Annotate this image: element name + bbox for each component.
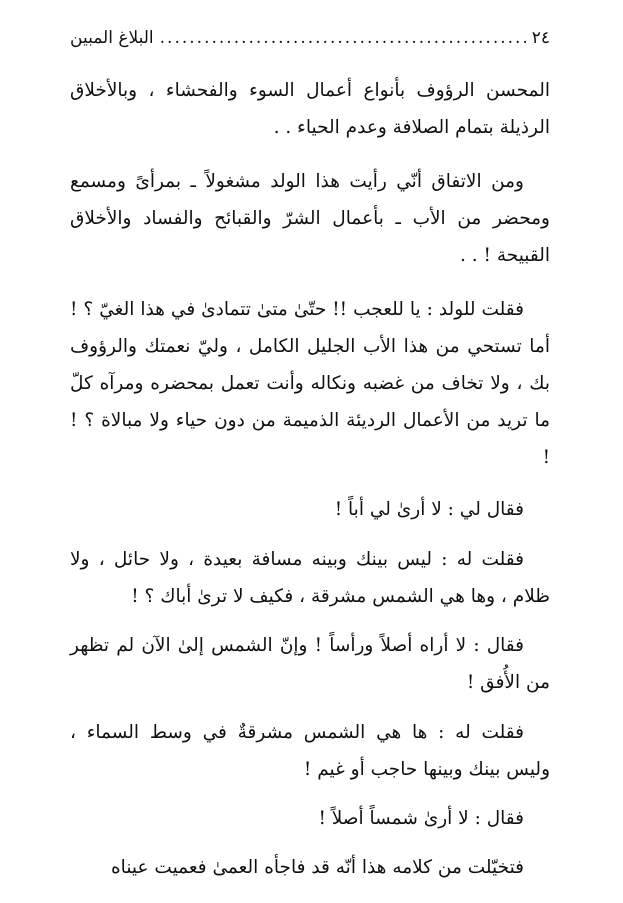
page-number: ٢٤ <box>531 28 550 48</box>
paragraph: فقال : لا أراه أصلاً ورأساً ! وإنّ الشمس إلىٰ الآن لم تظهر من الأُفق ! <box>70 635 550 693</box>
paragraph: فقلت له : ليس بينك وبينه مسافة بعيدة ، ولا حائل ، ولا ظلام ، وها هي الشمس مشرقة ، فكيف لا ترىٰ أباك ؟ ! <box>70 549 550 607</box>
leader-dots <box>160 26 526 50</box>
paragraph: ومن الاتفاق أنّي رأيت هذا الولد مشغولاً ـ بمرأىً ومسمع ومحضر من الأب ـ بأعمال الشرّ والقبائح والفساد والأخلاق القبيحة ! . . <box>70 171 550 266</box>
paragraph: فقال لي : لا أرىٰ لي أباً ! <box>334 499 524 520</box>
paragraph: فقلت له : ها هي الشمس مشرقةٌ في وسط السماء ، وليس بينك وبينها حاجب أو غيم ! <box>70 722 550 780</box>
paragraph: فتخيّلت من كلامه هذا أنّه قد فاجأه العمىٰ فعميت عيناه <box>110 857 524 878</box>
book-page <box>70 26 550 886</box>
paragraph: فقال : لا أرىٰ شمساً أصلاً ! <box>318 808 524 829</box>
paragraph: المحسن الرؤوف بأنواع أعمال السوء والفحشاء ، وبالأخلاق الرذيلة بتمام الصلافة وعدم الحياء . . <box>70 80 550 138</box>
running-title: البلاغ المبين <box>70 28 154 48</box>
paragraph: فقلت للولد : يا للعجب !! حتّىٰ متىٰ تتمادىٰ في هذا الغيّ ؟ ! أما تستحي من هذا الأب الجليل الكامل ، وليّ نعمتك والرؤوف بك ، ولا تخاف من غضبه ونكاله وأنت تعمل بمحضره ومرآه كلّ ما تريد من الأعمال الرديئة الذميمة من دون حياء ولا مبالاة ؟ ! ! <box>70 299 550 468</box>
page-header <box>70 26 550 56</box>
